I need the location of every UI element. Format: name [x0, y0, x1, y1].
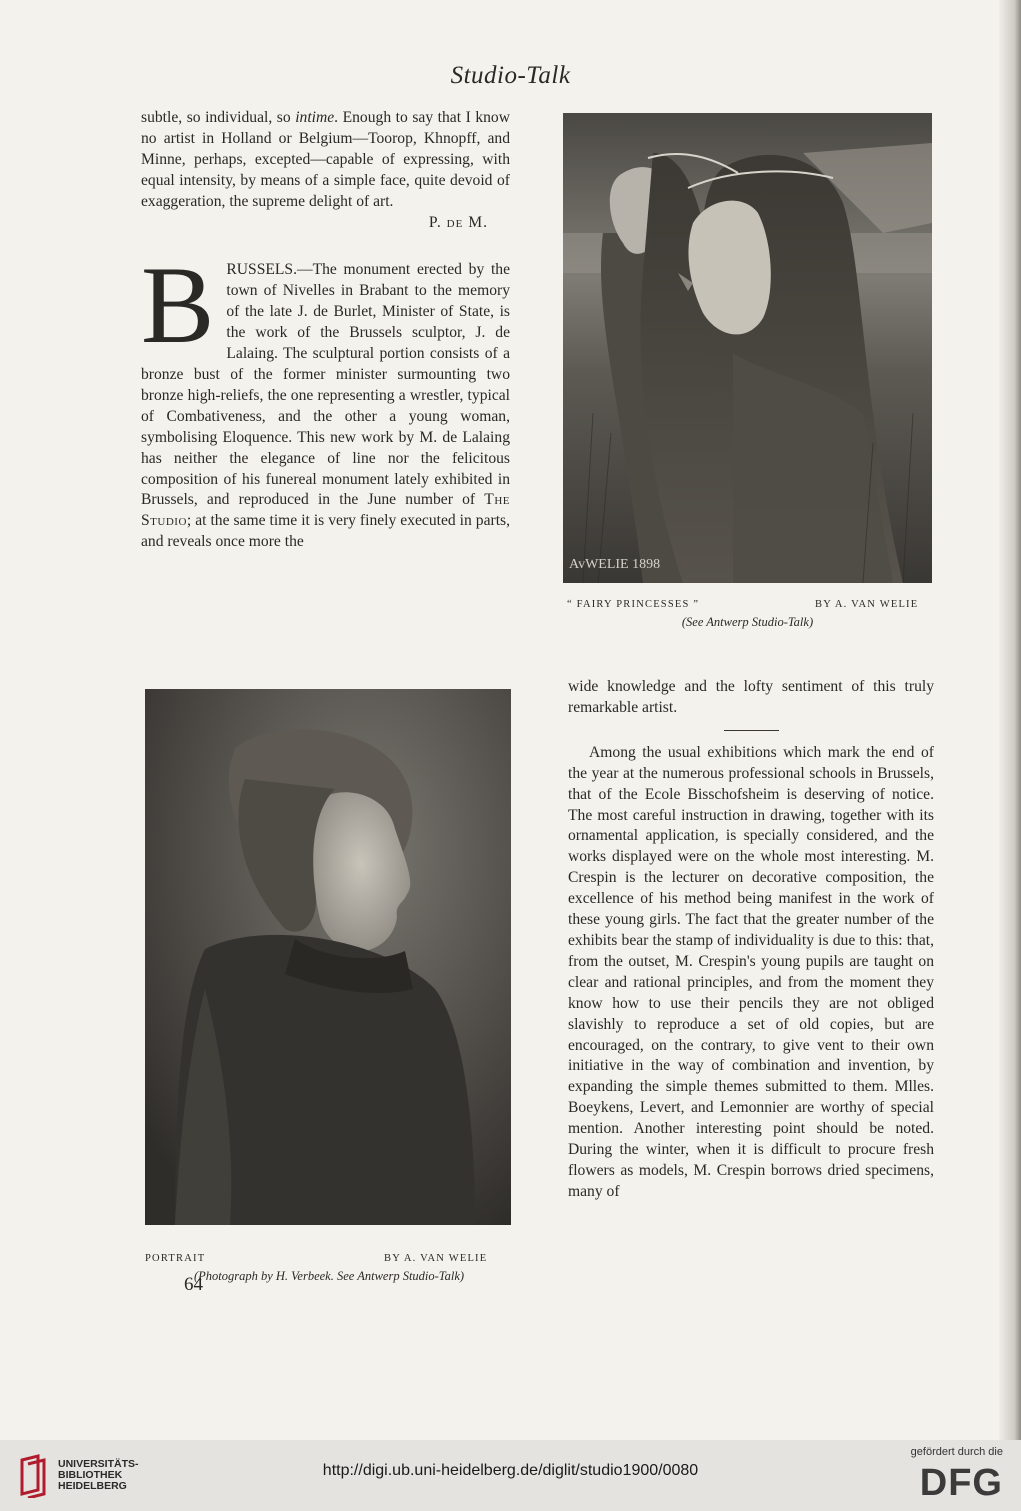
caption-fairy-princesses-credit: BY A. VAN WELIE: [815, 599, 919, 610]
paragraph-intro: subtle, so individual, so intime. Enough to say that I know no artist in Holland or Belgium—Toorop, Khnopff, and Minne, perhaps, excepted—capable of expressing, with equal intensity, by means of a simple face, quite devoid of exaggeration, the supreme delight of art.: [141, 109, 510, 210]
source-url-link[interactable]: http://digi.ub.uni-heidelberg.de/diglit/studio1900/0080: [322, 1462, 699, 1479]
digitization-footer: [0, 1440, 1021, 1511]
page-number: 64: [184, 1274, 203, 1295]
fairy-princesses-illustration: [563, 113, 932, 583]
author-signature: P. de M.: [428, 213, 488, 231]
italic-word: intime: [295, 109, 335, 126]
drop-cap: B: [141, 244, 215, 367]
caption-portrait-credit: BY A. VAN WELIE: [384, 1253, 488, 1264]
paragraph-brussels: RUSSELS.—The monument erected by the town of Nivelles in Brabant to the memory of the late J. de Burlet, Minister of State, is the work of the Brussels sculptor, J. de Lalaing. The sculptural portion consists of a bronze bust of the former minister surmounting two bronze high-reliefs, the one representing a wrestler, typical of Combativeness, and the other a young woman, symbolising Eloquence. This new work by M. de Lalaing has neither the elegance of line nor the felicitous composition of his funereal monument lately exhibited in Brussels, and reproduced in the June number of The Studio; at the same time it is very finely executed in parts, and reveals once more the: [141, 261, 510, 551]
brussels-section: [141, 244, 510, 553]
running-title: Studio-Talk: [450, 62, 571, 89]
portrait-photograph: [145, 689, 511, 1225]
funding-note: gefördert durch die: [910, 1446, 1003, 1458]
caption-portrait-note: (Photograph by H. Verbeek. See Antwerp Studio-Talk): [193, 1269, 465, 1283]
right-column-text: [568, 677, 934, 1203]
left-column-text: [141, 108, 510, 553]
paragraph-continuation: wide knowledge and the lofty sentiment of this truly remarkable artist.: [568, 678, 934, 716]
journal-name: The Studio: [141, 491, 510, 530]
caption-fairy-princesses-title: “ FAIRY PRINCESSES ”: [567, 599, 700, 610]
caption-fairy-princesses-note: (See Antwerp Studio-Talk): [681, 615, 814, 629]
painting-signature: AvWELIE 1898: [569, 557, 661, 572]
caption-portrait-title: PORTRAIT: [145, 1253, 206, 1264]
dfg-logo: DFG: [919, 1462, 1003, 1504]
page-edge-shadow: [999, 0, 1021, 1440]
library-name: UNIVERSITÄTS- BIBLIOTHEK HEIDELBERG: [58, 1458, 139, 1492]
paragraph-ecole-bisschofsheim: Among the usual exhibitions which mark the end of the year at the numerous professional schools in Brussels, that of the Ecole Bisschofsheim is deserving of notice. The most careful instruction in drawing, together with its ornamental application, is specially considered, and the works displayed were on the whole most interesting. M. Crespin is the lecturer on decorative composition, the excellence of his method being manifest in the work of these young girls. The fact that the greater number of the exhibits bear the stamp of individuality is due to this: that, from the outset, M. Crespin's young pupils are taught on clear and rational principles, and from the moment they know how to use their pencils they are not obliged slavishly to reproduce a set of old copies, but are encouraged, on the contrary, to give vent to their own initiative in the way of combination and invention, by expanding the simple themes submitted to them. Mlles. Boeykens, Levert, and Lemonnier are worthy of special mention. Another interesting point should be noted. During the winter, when it is difficult to procure fresh flowers as models, M. Crespin borrows dried specimens, many of: [568, 743, 934, 1200]
section-divider: [724, 730, 779, 731]
